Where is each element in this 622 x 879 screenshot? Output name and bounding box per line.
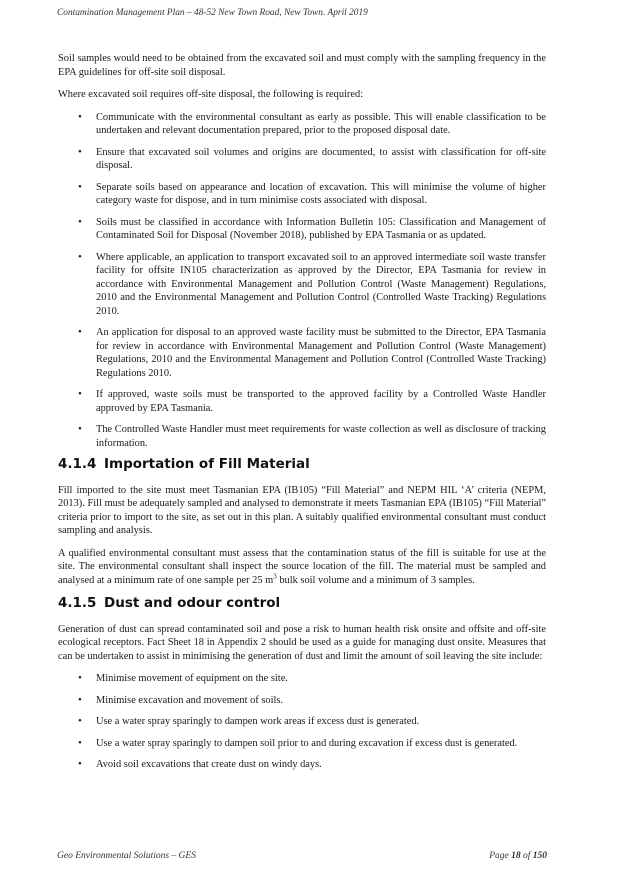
page-number: Page 18 of 150	[489, 851, 547, 861]
section-title: Importation of Fill Material	[104, 456, 310, 472]
fill-paragraph-2	[58, 547, 546, 588]
list-item: • Soils must be classified in accordance with Information Bulletin 105: Classification and Management of Contaminated Soil for Disposal (November 2018), published by EPA Tasmania or as updated.	[58, 216, 546, 243]
list-item: • Separate soils based on appearance and location of excavation. This will minimise the volume of higher category waste for dispose, and in turn minimise costs associated with disposal.	[58, 181, 546, 208]
list-item: • Ensure that excavated soil volumes and origins are documented, to assist with classification for off-site disposal.	[58, 146, 546, 173]
fill-paragraph-2-tail: bulk soil volume and a minimum of 3 samples.	[276, 574, 475, 586]
list-item: • Use a water spray sparingly to dampen work areas if excess dust is generated.	[58, 715, 546, 729]
list-item: • Minimise excavation and movement of soils.	[58, 694, 546, 708]
dust-measures-list	[58, 672, 546, 772]
dust-paragraph: Generation of dust can spread contaminated soil and pose a risk to human health risk onsite and offsite and off-site ecological receptors. Fact Sheet 18 in Appendix 2 should be used as a guide for managing dust onsite. Measures that can be undertaken to assist in minimising the generation of dust and limit the amount of soil leaving the site include:	[58, 623, 546, 662]
list-item: • Avoid soil excavations that create dust on windy days.	[58, 758, 546, 772]
list-item: • Where applicable, an application to transport excavated soil to an approved intermediate soil waste transfer facility for offsite IN105 characterization as approved by the Director, EPA Tasmania for review in accordance with Environmental Management and Pollution Control (Waste Management) Regulations, 2010 and the Environmental Management and Pollution Control (Controlled Waste Tracking) Regulations 2010.	[58, 251, 546, 319]
total-pages: 150	[532, 851, 547, 861]
footer-company: Geo Environmental Solutions – GES	[57, 851, 196, 861]
fill-paragraph-1: Fill imported to the site must meet Tasmanian EPA (IB105) “Fill Material” and NEPM HIL ‘A’ criteria (NEPM, 2013). Fill must be adequately sampled and analysed to demonstrate it meets Tasmanian EPA (IB105) “Fill Material” criteria prior to import to the site, as set out in this plan. A suitably qualified environmental consultant must conduct sampling and analysis.	[58, 484, 546, 536]
list-item: • Minimise movement of equipment on the site.	[58, 672, 546, 686]
section-number: 4.1.5	[58, 595, 97, 611]
running-header: Contamination Management Plan – 48-52 New Town Road, New Town. April 2019	[57, 8, 368, 18]
current-page: 18	[511, 851, 521, 861]
section-heading-dust-odour	[58, 597, 546, 611]
running-footer	[57, 851, 547, 861]
section-heading-fill-material	[58, 458, 546, 472]
list-item: • If approved, waste soils must be transported to the approved facility by a Controlled Waste Handler approved by EPA Tasmania.	[58, 388, 546, 415]
intro-paragraph: Soil samples would need to be obtained from the excavated soil and must comply with the sampling frequency in the EPA guidelines for off-site soil disposal.	[58, 53, 546, 78]
page-body	[58, 52, 546, 780]
fill-paragraph-2-text: A qualified environmental consultant must assess that the contamination status of the fill is suitable for use at the site. The environmental consultant shall inspect the source location of the fill. The material must be sampled and analysed at a minimum rate of one sample per 25 m	[58, 547, 546, 586]
offsite-disposal-list	[58, 111, 546, 451]
list-item: • An application for disposal to an approved waste facility must be submitted to the Director, EPA Tasmania for review in accordance with Environmental Management and Pollution Control (Waste Management) Regulations, 2010 and the Environmental Management and Pollution Control (Controlled Waste Tracking) Regulations 2010.	[58, 326, 546, 380]
superscript-cubed: 3	[273, 572, 277, 581]
list-item: • Communicate with the environmental consultant as early as possible. This will enable classification to be undertaken and relevant documentation prepared, prior to the proposed disposal date.	[58, 111, 546, 138]
list-item: • Use a water spray sparingly to dampen soil prior to and during excavation if excess dust is generated.	[58, 737, 546, 751]
section-number: 4.1.4	[58, 456, 97, 472]
intro-lead-in: Where excavated soil requires off-site disposal, the following is required:	[58, 89, 364, 100]
section-title: Dust and odour control	[104, 595, 281, 611]
list-item: • The Controlled Waste Handler must meet requirements for waste collection as well as disclosure of tracking information.	[58, 423, 546, 450]
